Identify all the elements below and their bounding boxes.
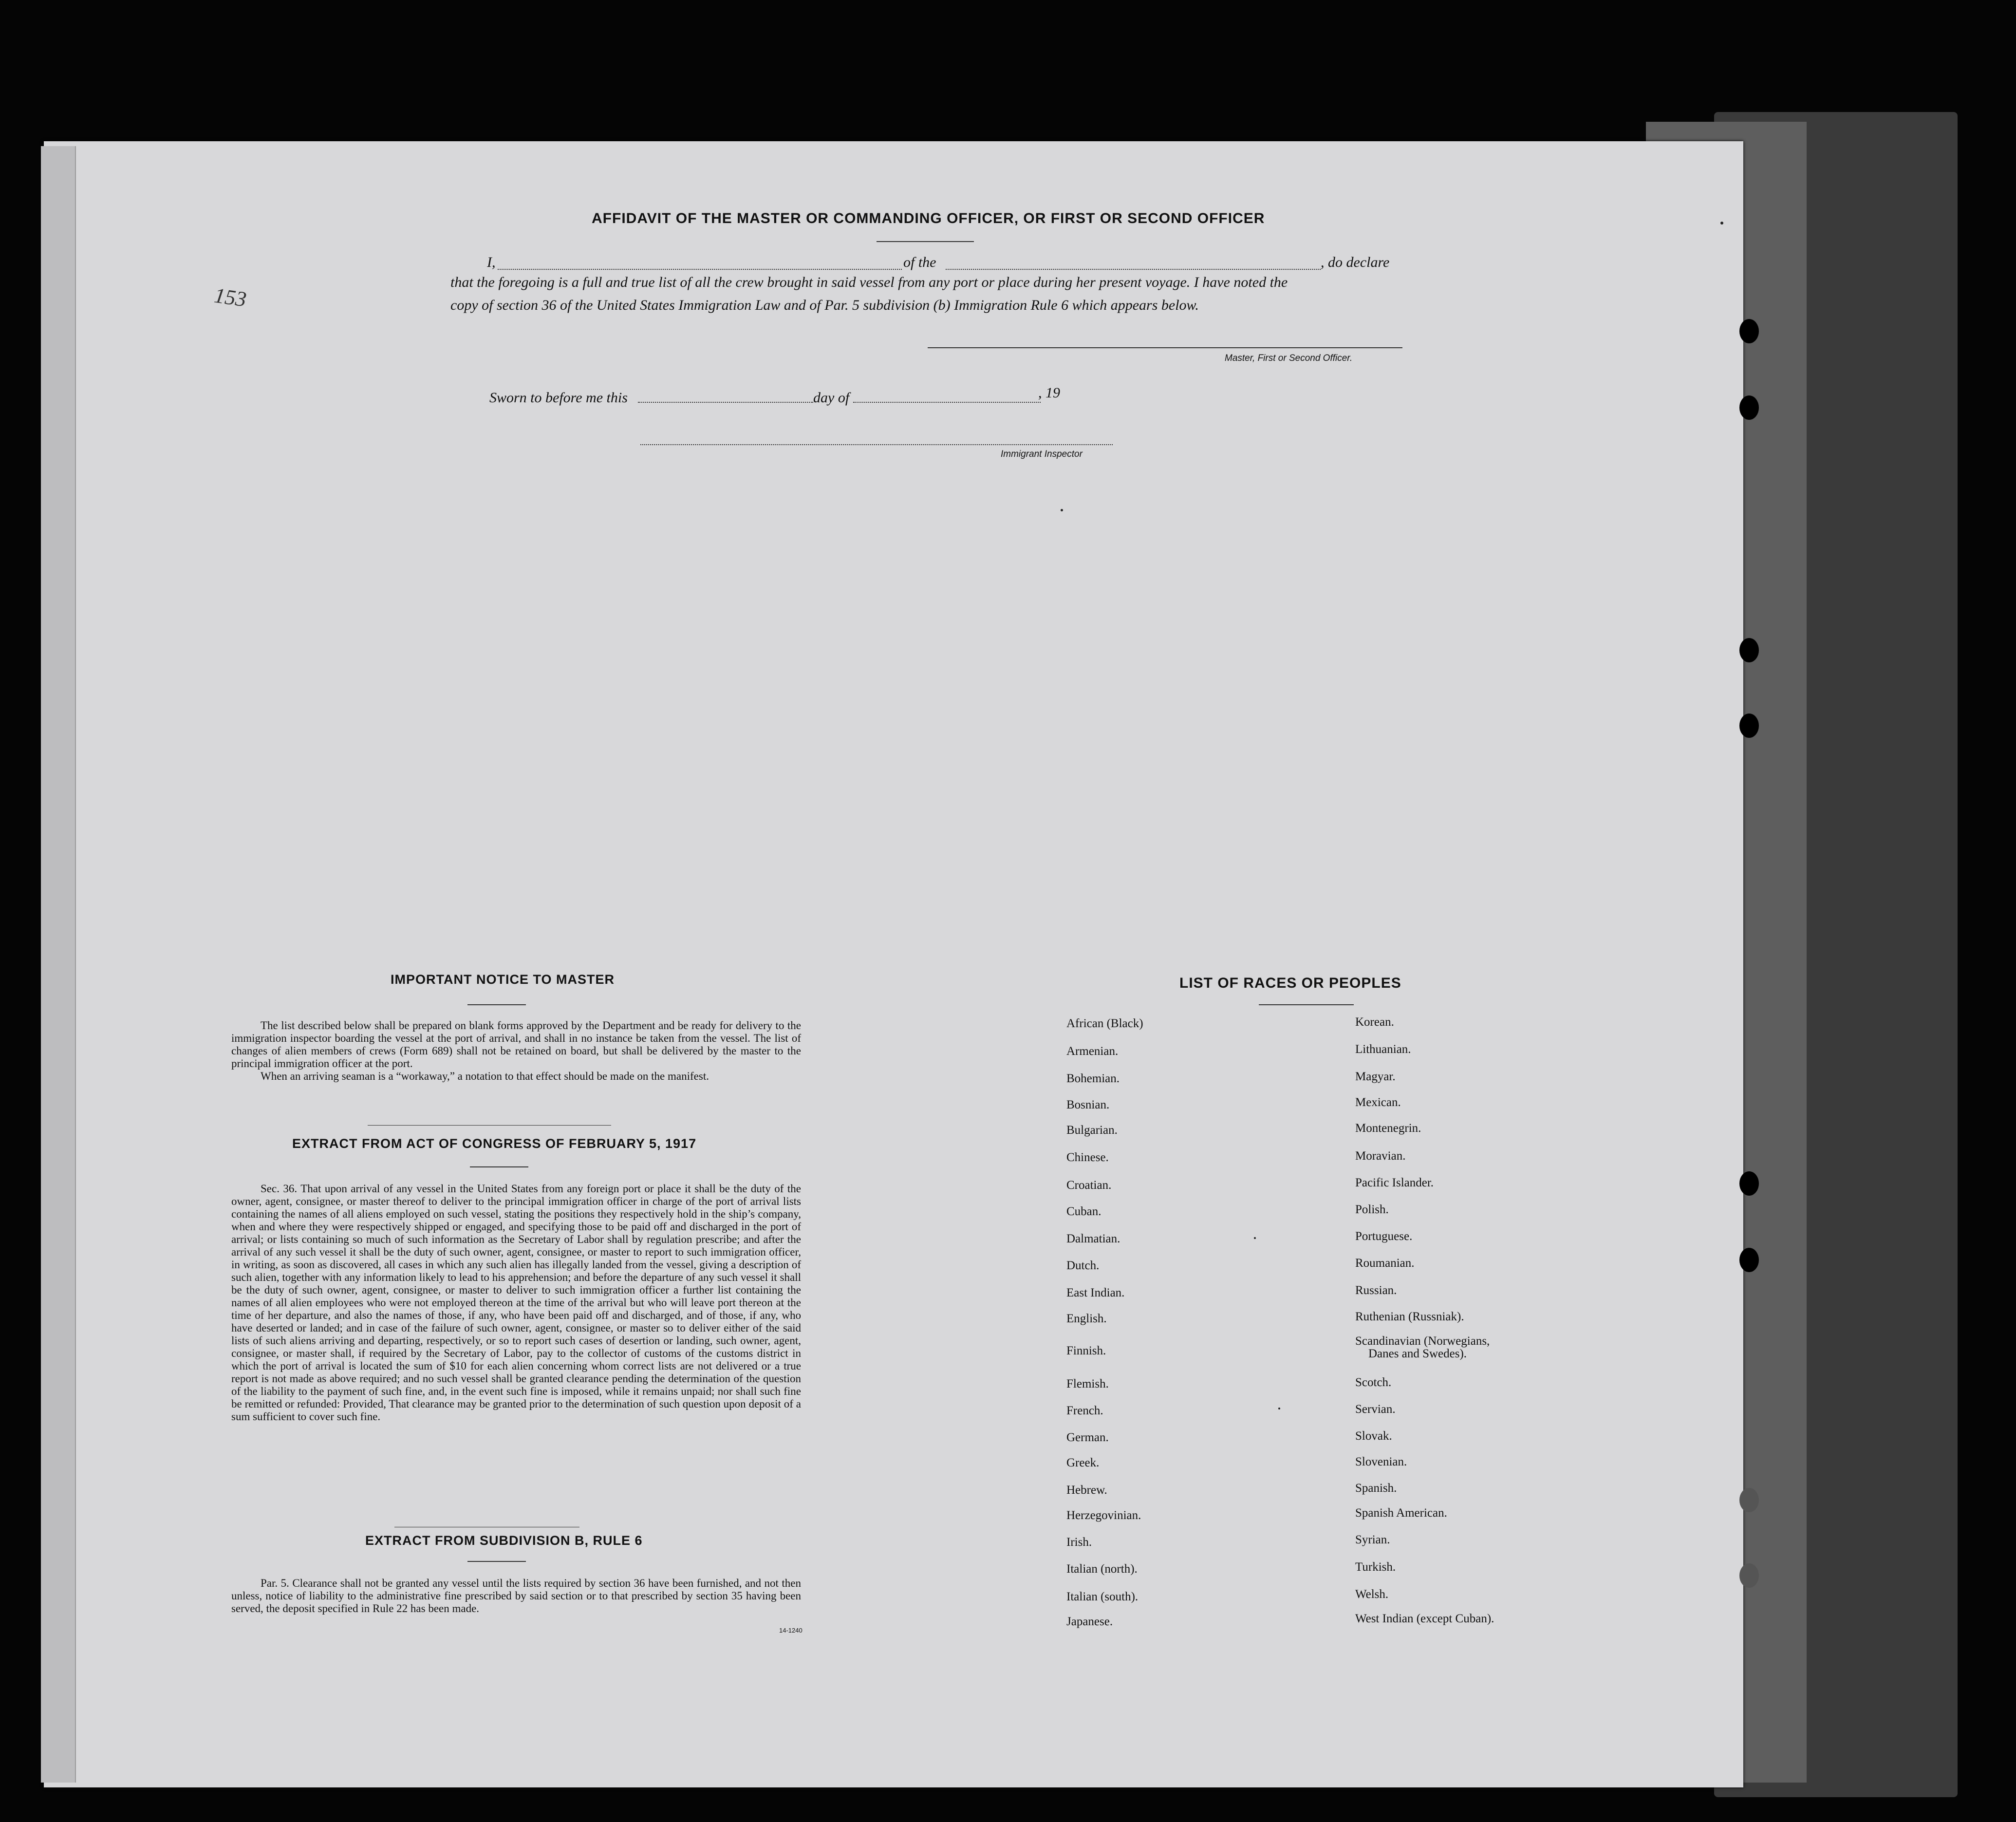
race-item: Servian. xyxy=(1355,1403,1396,1416)
speck xyxy=(1720,222,1723,225)
day-of-text: day of xyxy=(813,390,850,406)
race-item: Cuban. xyxy=(1066,1205,1101,1218)
speck xyxy=(1061,509,1063,511)
inspector-signature-line xyxy=(640,444,1113,445)
race-item: English. xyxy=(1066,1312,1107,1325)
punch-hole xyxy=(1739,395,1759,420)
inspector-label: Immigrant Inspector xyxy=(1001,449,1083,459)
section-36-text: Sec. 36. That upon arrival of any vessel in the United States from any foreign port or place it shall be the duty of the owner, agent, consignee, or master thereof to deliver to the principal immigration officer in charge of the port of arrival lists containing the names of all aliens employed on such vessel, stating the positions they respectively hold in the ship’s company, when and where they were respectively shipped or engaged, and specifying those to be paid off and discharged in the port of arrival; or lists containing so much of such information as the Secretary of Labor shall by regulation prescribe; and after the arrival of any such vessel it shall be the duty of such owner, agent, consignee, or master to report to such immigration officer, in writing, as soon as discovered, all cases in which any such alien has illegally landed from the vessel, giving a description of such alien, together with any information likely to lead to his apprehension; and before the departure of any such vessel it shall be the duty of such owner, agent, consignee, or master to deliver to such immigration officer a further list containing the names of all alien employees who were not employed thereon at the time of the arrival but who will leave port thereon at the time of her departure, and also the names of those, if any, who have been paid off and discharged, and of those, if any, who have deserted or landed; and in case of the failure of such owner, agent, consignee, or master so to deliver either of the said lists of such aliens arriving and departing, respectively, or so to report such cases of desertion or landing, such owner, agent, consignee, or master shall, if required by the Secretary of Labor, pay to the collector of customs of the customs district in which the port of arrival is located the sum of $10 for each alien concerning whom correct lists are not delivered or a true report is not made as above required; and no such vessel shall be granted clearance pending the determination of the question of the liability to the payment of such fine, and, in the event such fine is imposed, while it remains unpaid; nor shall such fine be remitted or refunded: Provided, That clearance may be granted prior to the determination of such question upon deposit of a sum sufficient to cover such fine. xyxy=(231,1183,801,1423)
race-item: Scotch. xyxy=(1355,1376,1392,1389)
race-item: Lithuanian. xyxy=(1355,1043,1411,1056)
race-item: Dalmatian. xyxy=(1066,1232,1120,1245)
race-item: Irish. xyxy=(1066,1536,1092,1549)
punch-hole xyxy=(1739,1248,1759,1272)
race-item: Spanish American. xyxy=(1355,1506,1447,1520)
punch-hole xyxy=(1739,319,1759,343)
punch-hole xyxy=(1739,1488,1759,1512)
race-item: Mexican. xyxy=(1355,1096,1401,1109)
master-signature-line xyxy=(928,347,1402,348)
year-text: , 19 xyxy=(1038,385,1060,401)
race-item: German. xyxy=(1066,1431,1109,1444)
extract-rule-underline xyxy=(467,1561,526,1562)
race-item: Pacific Islander. xyxy=(1355,1176,1434,1189)
race-item: Spanish. xyxy=(1355,1482,1397,1495)
par-5-text: Par. 5. Clearance shall not be granted any vessel until the lists required by section 36 have been furnished, and not then unless, notice of liability to the administrative fine prescribed by said section or to that prescribed by section 35 having been served, the deposit specified in Rule 22 has been made. xyxy=(231,1577,801,1615)
extract-rule-text xyxy=(231,1577,801,1615)
margin-handwritten-number: 153 xyxy=(212,283,248,312)
master-signature-label: Master, First or Second Officer. xyxy=(1225,353,1353,363)
title-underline xyxy=(877,241,974,242)
extract-rule-title: EXTRACT FROM SUBDIVISION B, RULE 6 xyxy=(365,1533,643,1548)
race-item: Bosnian. xyxy=(1066,1098,1110,1111)
affidavit-line3: copy of section 36 of the United States Immigration Law and of Par. 5 subdivision (b) Immigration Rule 6 which appears below. xyxy=(450,297,1199,313)
race-item: Syrian. xyxy=(1355,1533,1390,1546)
race-item: Italian (north). xyxy=(1066,1562,1138,1576)
race-item: East Indian. xyxy=(1066,1286,1125,1299)
race-item: Greek. xyxy=(1066,1456,1100,1469)
notice-underline xyxy=(467,1004,526,1005)
race-item: Polish. xyxy=(1355,1203,1389,1216)
notice-title: IMPORTANT NOTICE TO MASTER xyxy=(391,972,615,987)
speck xyxy=(1278,1408,1280,1409)
race-item: Bohemian. xyxy=(1066,1072,1120,1085)
race-item: Finnish. xyxy=(1066,1344,1106,1357)
race-item: Magyar. xyxy=(1355,1070,1396,1083)
notice-paragraph-2: When an arriving seaman is a “workaway,” a notation to that effect should be made on the manifest. xyxy=(261,1070,709,1082)
affidavit-declare: , do declare xyxy=(1321,254,1390,270)
race-item: Slovenian. xyxy=(1355,1455,1407,1468)
race-item: Slovak. xyxy=(1355,1429,1392,1443)
race-item: West Indian (except Cuban). xyxy=(1355,1612,1494,1625)
sworn-text: Sworn to before me this xyxy=(489,390,628,406)
race-item: Bulgarian. xyxy=(1066,1124,1118,1137)
month-blank xyxy=(853,402,1041,403)
race-item: Montenegrin. xyxy=(1355,1122,1421,1135)
sworn-day-blank xyxy=(638,402,813,403)
name-blank xyxy=(498,269,902,270)
affidavit-i: I, xyxy=(487,254,496,270)
race-item: Italian (south). xyxy=(1066,1590,1139,1603)
notice-text xyxy=(231,1019,801,1083)
race-item: Croatian. xyxy=(1066,1179,1112,1192)
punch-hole xyxy=(1739,1171,1759,1196)
punch-hole xyxy=(1739,1563,1759,1588)
race-item: Japanese. xyxy=(1066,1615,1113,1628)
race-item: Scandinavian (Norwegians, xyxy=(1355,1334,1490,1348)
race-item: Hebrew. xyxy=(1066,1484,1107,1497)
race-item: Portuguese. xyxy=(1355,1230,1413,1243)
race-item: Armenian. xyxy=(1066,1045,1119,1058)
race-item: Flemish. xyxy=(1066,1377,1109,1390)
punch-hole xyxy=(1739,638,1759,662)
speck xyxy=(1254,1237,1256,1239)
punch-hole xyxy=(1739,714,1759,738)
races-title: LIST OF RACES OR PEOPLES xyxy=(1179,975,1401,991)
document-page xyxy=(44,141,1743,1787)
affidavit-line2: that the foregoing is a full and true list of all the crew brought in said vessel from any port or place during her present voyage. I have noted the xyxy=(450,274,1288,290)
race-item: Turkish. xyxy=(1355,1560,1396,1574)
form-number: 14-1240 xyxy=(779,1627,803,1634)
race-item: Russian. xyxy=(1355,1284,1397,1297)
affidavit-title: AFFIDAVIT OF THE MASTER OR COMMANDING OFFICER, OR FIRST OR SECOND OFFICER xyxy=(592,210,1265,226)
binding-strip xyxy=(41,146,76,1783)
extract-act-title: EXTRACT FROM ACT OF CONGRESS OF FEBRUARY 5, 1917 xyxy=(292,1136,697,1151)
notice-paragraph-1: The list described below shall be prepared on blank forms approved by the Department and be ready for delivery to the immigration inspector boarding the vessel at the port of arrival, and shall in no instance be taken from the vessel. The list of changes of alien members of crews (Form 689) shall not be retained on board, but shall be delivered by the master to the principal immigration officer at the port. xyxy=(231,1019,801,1070)
race-item: Chinese. xyxy=(1066,1151,1109,1164)
divider xyxy=(368,1125,611,1126)
race-item: Roumanian. xyxy=(1355,1257,1415,1270)
race-item: Herzegovinian. xyxy=(1066,1509,1141,1522)
vessel-blank xyxy=(946,269,1321,270)
race-item: Moravian. xyxy=(1355,1149,1406,1163)
races-underline xyxy=(1259,1004,1354,1005)
extract-act-underline xyxy=(470,1166,528,1167)
race-item: Danes and Swedes). xyxy=(1368,1347,1467,1360)
race-item: African (Black) xyxy=(1066,1017,1143,1030)
race-item: Korean. xyxy=(1355,1015,1394,1029)
race-item: Welsh. xyxy=(1355,1588,1389,1601)
race-item: French. xyxy=(1066,1404,1103,1417)
race-item: Ruthenian (Russniak). xyxy=(1355,1310,1464,1323)
race-item: Dutch. xyxy=(1066,1259,1100,1272)
extract-act-text xyxy=(231,1183,801,1423)
affidavit-of-the: of the xyxy=(903,254,936,270)
